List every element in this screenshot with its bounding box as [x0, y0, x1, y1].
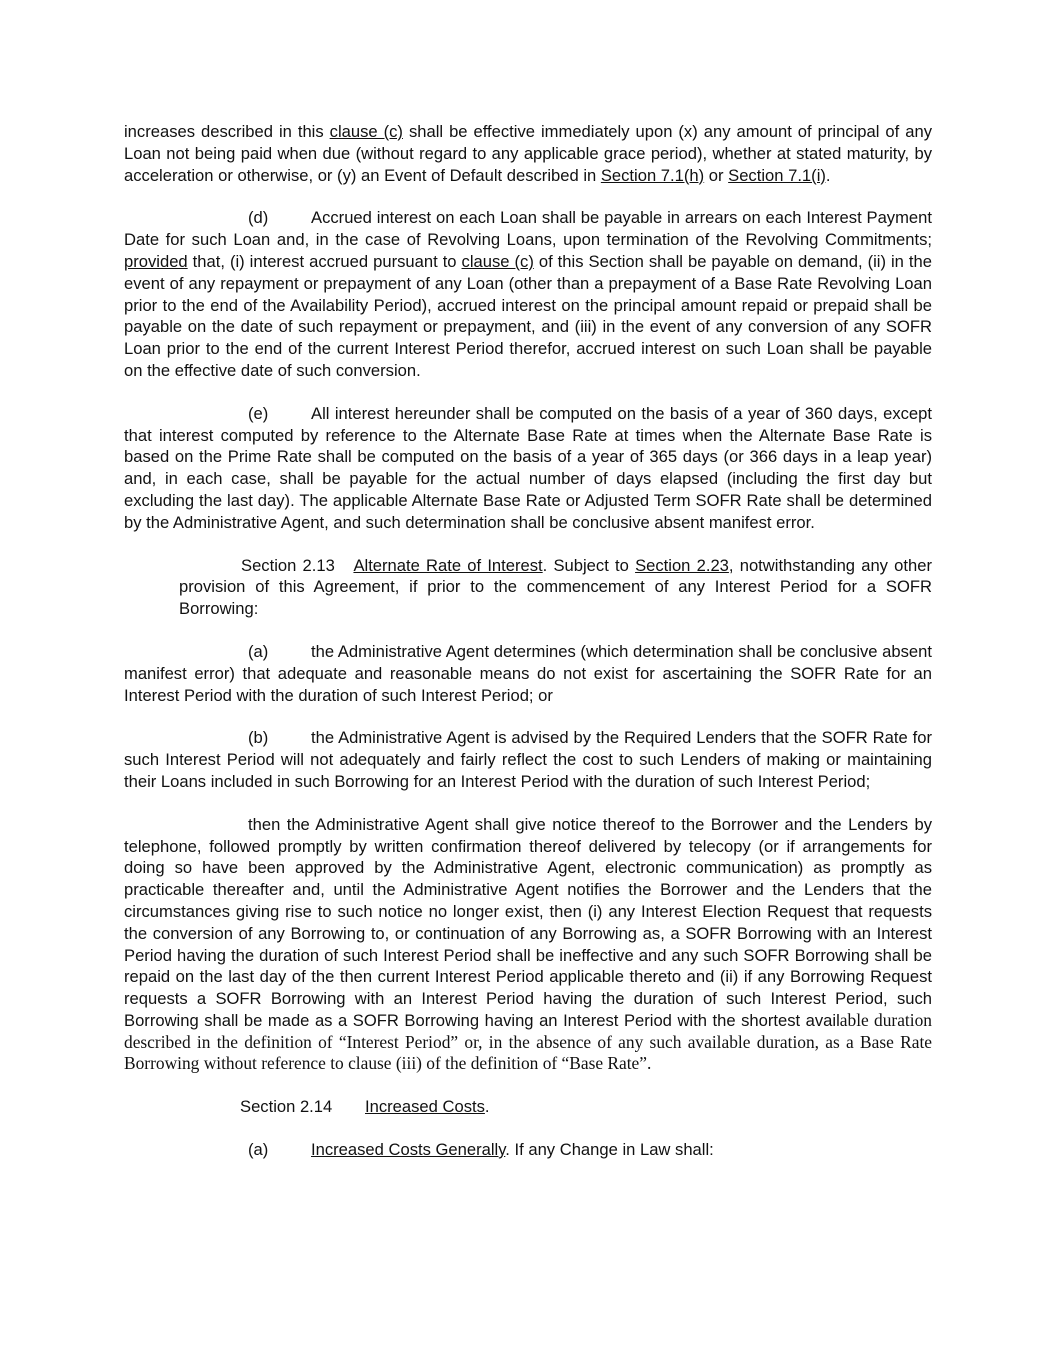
clause-c-reference: clause (c): [461, 251, 534, 271]
text: , notwithstanding any other provision of this Agreement, if prior to the commencement of any Interest Period for a SOFR Borrowing:: [179, 555, 932, 619]
section-number: Section 2.13: [241, 555, 335, 575]
paragraph-c-continuation: [124, 121, 932, 186]
paragraph-label: (d): [248, 208, 269, 228]
paragraph-e: [124, 403, 932, 534]
text: .: [825, 165, 831, 185]
paragraph-d: [124, 207, 932, 381]
text: that, (i) interest accrued pursuant to: [187, 251, 462, 271]
section-7-1-i-reference: Section 7.1(i): [728, 165, 826, 185]
paragraph-then: [124, 814, 932, 1076]
document-page: [124, 121, 932, 1161]
text-serif: able duration described in the definition of “Interest Period” or, in the absence of any such available duration, as a Base Rate Borrowing without reference to clause (iii) of the definition of “Base Rate”.: [124, 1009, 932, 1074]
text: increases described in this: [124, 122, 330, 141]
section-2-14-heading: [124, 1096, 932, 1118]
text: .: [484, 1097, 490, 1117]
text: of this Section shall be payable on demand, (ii) in the event of any repayment or prepayment of any Loan (other than a prepayment of a Base Rate Revolving Loan prior to the end of the Availability Period), accrued interest on the principal amount repaid or prepaid shall be payable on the date of such repayment or prepayment, and (iii) in the event of any conversion of any SOFR Loan prior to the end of the current Interest Period therefor, accrued interest on such Loan shall be payable on the effective date of such conversion.: [124, 251, 932, 380]
text: . Subject to: [542, 555, 636, 575]
increased-costs-paragraph-a: [124, 1139, 932, 1161]
text: the Administrative Agent is advised by the Required Lenders that the SOFR Rate for such Interest Period will not adequately and fairly reflect the cost to such Lenders of making or maintaining their Loans included in such Borrowing for an Interest Period with the duration of such Interest Period;: [124, 728, 932, 791]
section-2-13-heading: [179, 555, 932, 620]
subsection-title: Increased Costs Generally: [311, 1140, 506, 1160]
text: or: [704, 165, 729, 185]
text: then the Administrative Agent shall give notice thereof to the Borrower and the Lenders by telephone, followed promptly by written confirmation thereof delivered by telecopy (or if arrangements for doing so have been approved by the Administrative Agent, electronic communication) as promptly as practicable thereafter and, until the Administrative Agent notifies the Borrower and the Lenders that the circumstances giving rise to such notice no longer exist, then (i) any Interest Election Request that requests the conversion of any Borrowing to, or continuation of any Borrowing as, a SOFR Borrowing with an Interest Period having the duration of such Interest Period shall be ineffective and any such SOFR Borrowing shall be repaid on the last day of the then current Interest Period applicable thereto and (ii) if any Borrowing Request requests a SOFR Borrowing with an Interest Period having the duration of such Interest Period, such Borrowing shall be made as a SOFR Borrowing having an Interest Period with the shortest avail: [124, 814, 932, 1030]
text: All interest hereunder shall be computed on the basis of a year of 360 days, except that interest computed by reference to the Alternate Base Rate at times when the Alternate Base Rate is based on the Prime Rate shall be computed on the basis of a year of 365 days (or 366 days in a leap year) and, in each case, shall be payable for the actual number of days elapsed (including the first day but excluding the last day). The applicable Alternate Base Rate or Adjusted Term SOFR Rate shall be determined by the Administrative Agent, and such determination shall be conclusive absent manifest error.: [124, 403, 932, 532]
text: shall be effective immediately upon (x) any amount of principal of any Loan not being paid when due (without regard to any applicable grace period), whether at stated maturity, by acceleration or otherwise, or (y) an Event of Default described in: [124, 122, 932, 185]
paragraph-label: (b): [248, 728, 269, 748]
section-7-1-h-reference: Section 7.1(h): [600, 165, 705, 185]
text: . If any Change in Law shall:: [505, 1140, 714, 1160]
paragraph-label: (a): [248, 641, 269, 661]
section-title: Alternate Rate of Interest: [353, 555, 543, 575]
text: the Administrative Agent determines (which determination shall be conclusive absent manifest error) that adequate and reasonable means do not exist for ascertaining the SOFR Rate for an Interest Period with the duration of such Interest Period; or: [124, 641, 932, 705]
paragraph-label: (e): [248, 403, 269, 423]
section-number: Section 2.14: [240, 1097, 333, 1117]
section-title: Increased Costs: [365, 1097, 485, 1117]
provided-term: provided: [124, 251, 188, 271]
text: Accrued interest on each Loan shall be payable in arrears on each Interest Payment Date for such Loan and, in the case of Revolving Loans, upon termination of the Revolving Commitments;: [124, 208, 932, 250]
paragraph-label: (a): [248, 1140, 269, 1160]
section-2-23-reference: Section 2.23: [635, 555, 729, 575]
paragraph-a: [124, 641, 932, 706]
clause-c-reference: clause (c): [329, 122, 403, 141]
paragraph-b: [124, 727, 932, 792]
